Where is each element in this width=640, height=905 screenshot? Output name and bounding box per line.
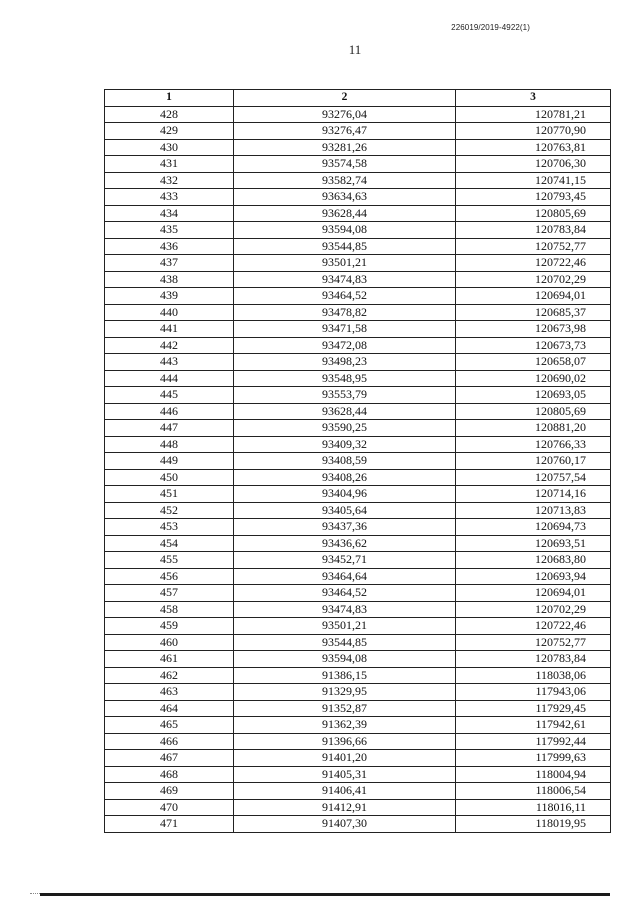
table-row	[105, 486, 611, 503]
point-number-cell: 471	[105, 816, 234, 833]
point-number-cell: 432	[105, 172, 234, 189]
x-coordinate-cell: 93634,63	[234, 189, 456, 206]
table-row	[105, 403, 611, 420]
x-coordinate-cell: 93436,62	[234, 535, 456, 552]
table-row	[105, 667, 611, 684]
y-coordinate-cell: 120783,84	[456, 222, 611, 239]
point-number-cell: 434	[105, 205, 234, 222]
y-coordinate-cell: 120693,05	[456, 387, 611, 404]
x-coordinate-cell: 93408,59	[234, 453, 456, 470]
x-coordinate-cell: 93548,95	[234, 370, 456, 387]
y-coordinate-cell: 120752,77	[456, 238, 611, 255]
y-coordinate-cell: 118038,06	[456, 667, 611, 684]
table-row	[105, 700, 611, 717]
x-coordinate-cell: 93501,21	[234, 255, 456, 272]
point-number-cell: 466	[105, 733, 234, 750]
y-coordinate-cell: 120760,17	[456, 453, 611, 470]
point-number-cell: 448	[105, 436, 234, 453]
point-number-cell: 452	[105, 502, 234, 519]
x-coordinate-cell: 93582,74	[234, 172, 456, 189]
point-number-cell: 440	[105, 304, 234, 321]
table-row	[105, 288, 611, 305]
y-coordinate-cell: 120658,07	[456, 354, 611, 371]
x-coordinate-cell: 93464,52	[234, 585, 456, 602]
point-number-cell: 430	[105, 139, 234, 156]
y-coordinate-cell: 120757,54	[456, 469, 611, 486]
x-coordinate-cell: 93628,44	[234, 403, 456, 420]
table-row	[105, 271, 611, 288]
column-header-x: 2	[234, 90, 456, 107]
table-row	[105, 684, 611, 701]
y-coordinate-cell: 120722,46	[456, 255, 611, 272]
y-coordinate-cell: 120683,80	[456, 552, 611, 569]
x-coordinate-cell: 91407,30	[234, 816, 456, 833]
x-coordinate-cell: 93276,47	[234, 123, 456, 140]
table-row	[105, 189, 611, 206]
point-number-cell: 438	[105, 271, 234, 288]
page-number: 11	[348, 42, 362, 57]
table-row	[105, 205, 611, 222]
y-coordinate-cell: 117929,45	[456, 700, 611, 717]
y-coordinate-cell: 120702,29	[456, 271, 611, 288]
y-coordinate-cell: 120805,69	[456, 403, 611, 420]
x-coordinate-cell: 93281,26	[234, 139, 456, 156]
table-row	[105, 733, 611, 750]
point-number-cell: 459	[105, 618, 234, 635]
table-row	[105, 172, 611, 189]
table-row	[105, 717, 611, 734]
table-row	[105, 255, 611, 272]
table-row	[105, 453, 611, 470]
y-coordinate-cell: 117943,06	[456, 684, 611, 701]
x-coordinate-cell: 93472,08	[234, 337, 456, 354]
x-coordinate-cell: 91405,31	[234, 766, 456, 783]
table-row	[105, 337, 611, 354]
x-coordinate-cell: 93437,36	[234, 519, 456, 536]
point-number-cell: 464	[105, 700, 234, 717]
point-number-cell: 447	[105, 420, 234, 437]
x-coordinate-cell: 93452,71	[234, 552, 456, 569]
y-coordinate-cell: 120714,16	[456, 486, 611, 503]
y-coordinate-cell: 120770,90	[456, 123, 611, 140]
x-coordinate-cell: 93590,25	[234, 420, 456, 437]
point-number-cell: 437	[105, 255, 234, 272]
table-row	[105, 139, 611, 156]
x-coordinate-cell: 93594,08	[234, 222, 456, 239]
x-coordinate-cell: 93628,44	[234, 205, 456, 222]
y-coordinate-cell: 120690,02	[456, 370, 611, 387]
point-number-cell: 455	[105, 552, 234, 569]
point-number-cell: 461	[105, 651, 234, 668]
y-coordinate-cell: 118004,94	[456, 766, 611, 783]
y-coordinate-cell: 120673,73	[456, 337, 611, 354]
x-coordinate-cell: 93594,08	[234, 651, 456, 668]
y-coordinate-cell: 120722,46	[456, 618, 611, 635]
x-coordinate-cell: 93544,85	[234, 238, 456, 255]
document-reference: 226019/2019-4922(1)	[451, 23, 530, 32]
table-row	[105, 238, 611, 255]
x-coordinate-cell: 91401,20	[234, 750, 456, 767]
column-header-point-number: 1	[105, 90, 234, 107]
y-coordinate-cell: 120673,98	[456, 321, 611, 338]
x-coordinate-cell: 91396,66	[234, 733, 456, 750]
y-coordinate-cell: 118019,95	[456, 816, 611, 833]
x-coordinate-cell: 93464,52	[234, 288, 456, 305]
x-coordinate-cell: 93553,79	[234, 387, 456, 404]
table-row	[105, 750, 611, 767]
point-number-cell: 451	[105, 486, 234, 503]
table-row	[105, 552, 611, 569]
y-coordinate-cell: 120752,77	[456, 634, 611, 651]
y-coordinate-cell: 118006,54	[456, 783, 611, 800]
point-number-cell: 443	[105, 354, 234, 371]
point-number-cell: 442	[105, 337, 234, 354]
x-coordinate-cell: 93501,21	[234, 618, 456, 635]
y-coordinate-cell: 117992,44	[456, 733, 611, 750]
column-header-y: 3	[456, 90, 611, 107]
point-number-cell: 454	[105, 535, 234, 552]
y-coordinate-cell: 120805,69	[456, 205, 611, 222]
table-row	[105, 420, 611, 437]
x-coordinate-cell: 91386,15	[234, 667, 456, 684]
y-coordinate-cell: 120763,81	[456, 139, 611, 156]
x-coordinate-cell: 93409,32	[234, 436, 456, 453]
table-row	[105, 799, 611, 816]
point-number-cell: 444	[105, 370, 234, 387]
table-header	[105, 90, 611, 107]
y-coordinate-cell: 118016,11	[456, 799, 611, 816]
point-number-cell: 457	[105, 585, 234, 602]
point-number-cell: 450	[105, 469, 234, 486]
table-row	[105, 222, 611, 239]
point-number-cell: 453	[105, 519, 234, 536]
x-coordinate-cell: 93276,04	[234, 106, 456, 123]
x-coordinate-cell: 93498,23	[234, 354, 456, 371]
point-number-cell: 433	[105, 189, 234, 206]
table-row	[105, 601, 611, 618]
footer-rule	[40, 893, 610, 896]
point-number-cell: 460	[105, 634, 234, 651]
y-coordinate-cell: 120741,15	[456, 172, 611, 189]
point-number-cell: 470	[105, 799, 234, 816]
table-row	[105, 123, 611, 140]
table-row	[105, 783, 611, 800]
y-coordinate-cell: 120713,83	[456, 502, 611, 519]
table-row	[105, 106, 611, 123]
point-number-cell: 465	[105, 717, 234, 734]
x-coordinate-cell: 93464,64	[234, 568, 456, 585]
table-row	[105, 634, 611, 651]
table-row	[105, 766, 611, 783]
x-coordinate-cell: 91352,87	[234, 700, 456, 717]
y-coordinate-cell: 117942,61	[456, 717, 611, 734]
header-row	[105, 90, 611, 107]
point-number-cell: 428	[105, 106, 234, 123]
table-row	[105, 519, 611, 536]
point-number-cell: 456	[105, 568, 234, 585]
table-row	[105, 321, 611, 338]
x-coordinate-cell: 93574,58	[234, 156, 456, 173]
table-row	[105, 568, 611, 585]
point-number-cell: 439	[105, 288, 234, 305]
x-coordinate-cell: 91329,95	[234, 684, 456, 701]
table-row	[105, 618, 611, 635]
x-coordinate-cell: 91406,41	[234, 783, 456, 800]
point-number-cell: 429	[105, 123, 234, 140]
y-coordinate-cell: 120694,73	[456, 519, 611, 536]
y-coordinate-cell: 120881,20	[456, 420, 611, 437]
table-row	[105, 535, 611, 552]
y-coordinate-cell: 120766,33	[456, 436, 611, 453]
x-coordinate-cell: 93544,85	[234, 634, 456, 651]
point-number-cell: 446	[105, 403, 234, 420]
point-number-cell: 449	[105, 453, 234, 470]
y-coordinate-cell: 120693,51	[456, 535, 611, 552]
y-coordinate-cell: 120694,01	[456, 585, 611, 602]
x-coordinate-cell: 91412,91	[234, 799, 456, 816]
y-coordinate-cell: 120685,37	[456, 304, 611, 321]
x-coordinate-cell: 93474,83	[234, 601, 456, 618]
table-body	[105, 106, 611, 832]
y-coordinate-cell: 120693,94	[456, 568, 611, 585]
x-coordinate-cell: 93478,82	[234, 304, 456, 321]
point-number-cell: 469	[105, 783, 234, 800]
table-row	[105, 370, 611, 387]
y-coordinate-cell: 117999,63	[456, 750, 611, 767]
y-coordinate-cell: 120793,45	[456, 189, 611, 206]
x-coordinate-cell: 93408,26	[234, 469, 456, 486]
y-coordinate-cell: 120702,29	[456, 601, 611, 618]
y-coordinate-cell: 120706,30	[456, 156, 611, 173]
table-row	[105, 436, 611, 453]
point-number-cell: 468	[105, 766, 234, 783]
x-coordinate-cell: 93474,83	[234, 271, 456, 288]
table-row	[105, 387, 611, 404]
y-coordinate-cell: 120694,01	[456, 288, 611, 305]
point-number-cell: 441	[105, 321, 234, 338]
point-number-cell: 458	[105, 601, 234, 618]
x-coordinate-cell: 93405,64	[234, 502, 456, 519]
point-number-cell: 463	[105, 684, 234, 701]
table-row	[105, 585, 611, 602]
y-coordinate-cell: 120783,84	[456, 651, 611, 668]
point-number-cell: 436	[105, 238, 234, 255]
point-number-cell: 445	[105, 387, 234, 404]
x-coordinate-cell: 93404,96	[234, 486, 456, 503]
table-row	[105, 816, 611, 833]
point-number-cell: 431	[105, 156, 234, 173]
coordinates-table	[104, 89, 611, 833]
table-row	[105, 354, 611, 371]
x-coordinate-cell: 93471,58	[234, 321, 456, 338]
table-row	[105, 304, 611, 321]
y-coordinate-cell: 120781,21	[456, 106, 611, 123]
table-row	[105, 651, 611, 668]
point-number-cell: 467	[105, 750, 234, 767]
point-number-cell: 462	[105, 667, 234, 684]
x-coordinate-cell: 91362,39	[234, 717, 456, 734]
point-number-cell: 435	[105, 222, 234, 239]
table-row	[105, 469, 611, 486]
table-row	[105, 156, 611, 173]
table-row	[105, 502, 611, 519]
